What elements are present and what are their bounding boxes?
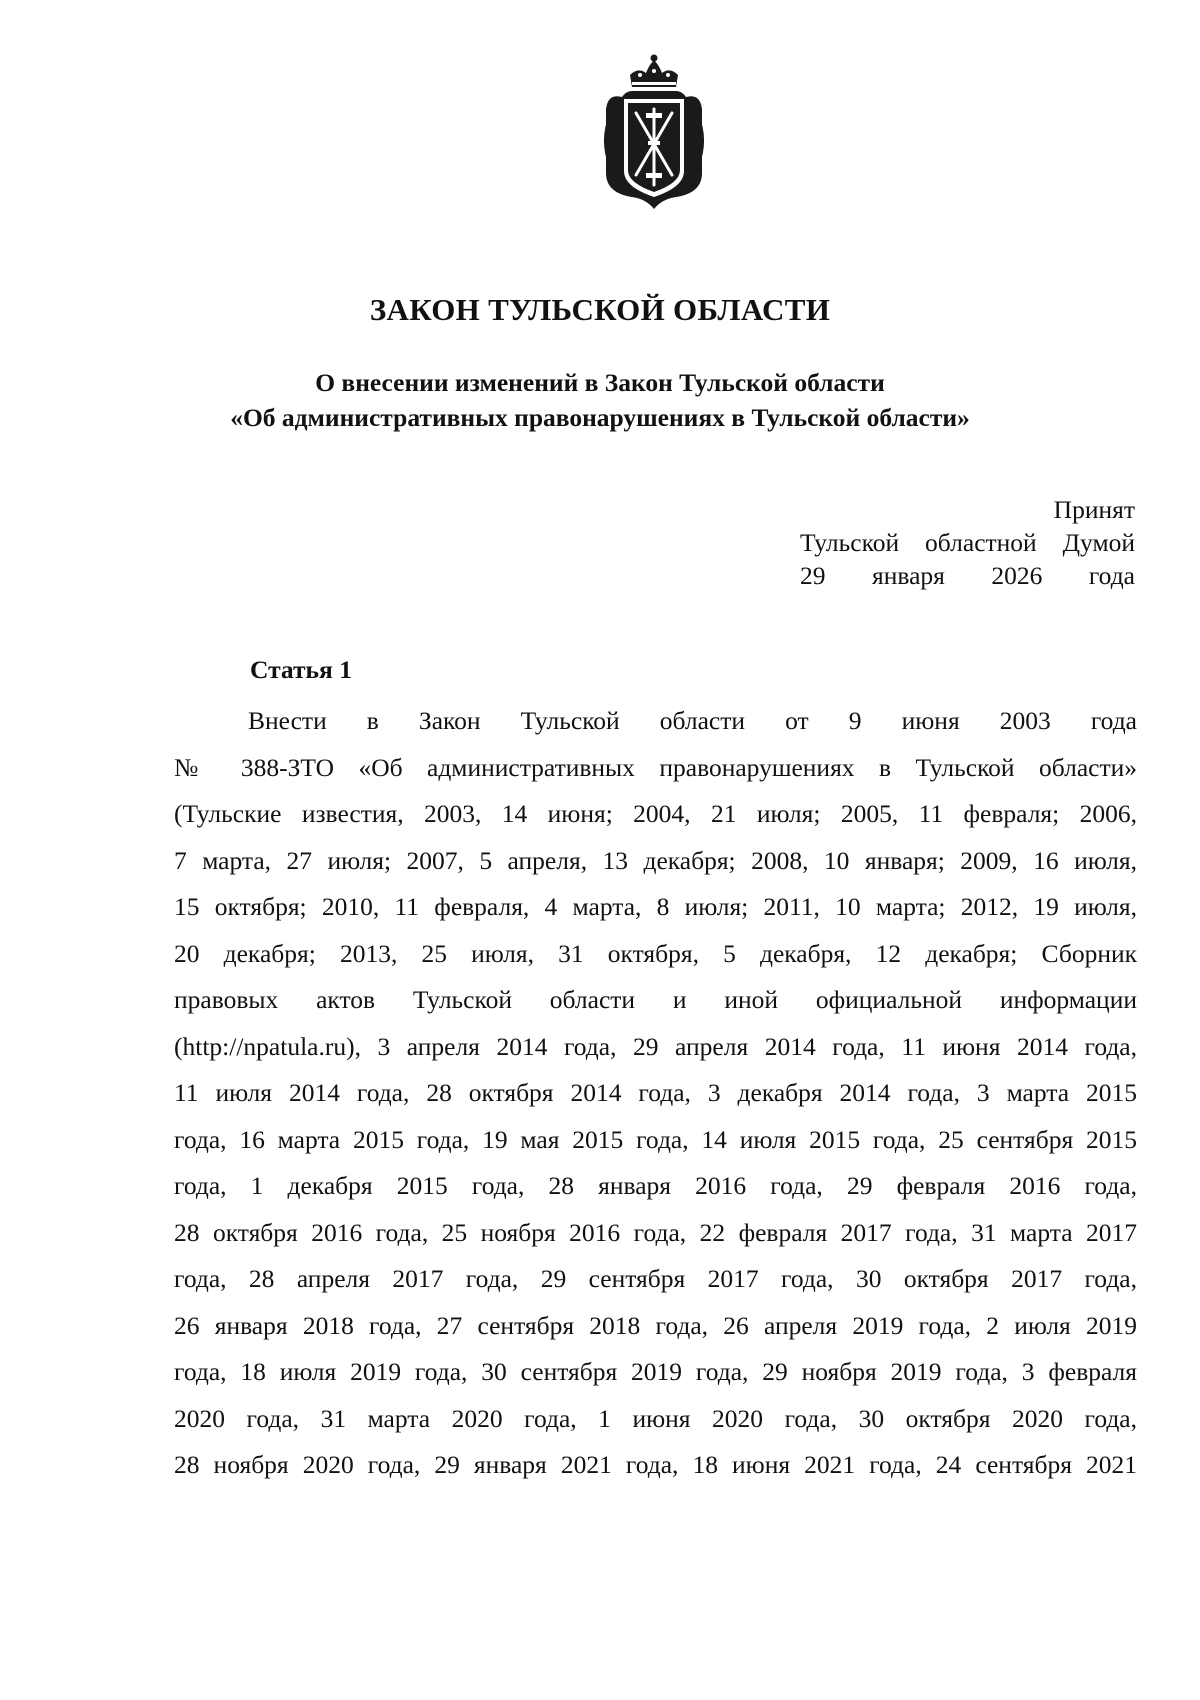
body-line: (http://npatula.ru), 3 апреля 2014 года, 29 апреля 2014 года, 11 июня 2014 года, (174, 1031, 1137, 1061)
body-line: 28 октября 2016 года, 25 ноября 2016 года, 22 февраля 2017 года, 31 марта 2017 (174, 1217, 1137, 1247)
body-line: 7 марта, 27 июля; 2007, 5 апреля, 13 декабря; 2008, 10 января; 2009, 16 июля, (174, 845, 1137, 875)
body-line: (Тульские известия, 2003, 14 июня; 2004, 21 июля; 2005, 11 февраля; 2006, (174, 799, 1137, 828)
adopted-by: Тульской областной Думой (800, 528, 1135, 557)
adopted-label: Принят (1053, 495, 1135, 524)
body-line: года, 16 марта 2015 года, 19 мая 2015 года, 14 июля 2015 года, 25 сентября 2015 (174, 1124, 1137, 1154)
body-line: правовых актов Тульской области и иной официальной информации (174, 985, 1137, 1014)
body-line: № 388-ЗТО «Об административных правонарушениях в Тульской области» (174, 752, 1137, 782)
body-line: года, 1 декабря 2015 года, 28 января 2016 года, 29 февраля 2016 года, (174, 1171, 1137, 1200)
body-line: года, 18 июля 2019 года, 30 сентября 2019 года, 29 ноября 2019 года, 3 февраля (174, 1357, 1137, 1386)
crown-icon (630, 55, 678, 88)
body-line: Внести в Закон Тульской области от 9 июня 2003 года (248, 706, 1137, 735)
law-subtitle-line-1: О внесении изменений в Закон Тульской области (315, 368, 885, 397)
body-line: 20 декабря; 2013, 25 июля, 31 октября, 5 декабря, 12 декабря; Сборник (174, 938, 1137, 968)
coat-of-arms-emblem (602, 53, 706, 213)
body-line: 11 июля 2014 года, 28 октября 2014 года, 3 декабря 2014 года, 3 марта 2015 (174, 1078, 1137, 1107)
body-line: 15 октября; 2010, 11 февраля, 4 марта, 8 июля; 2011, 10 марта; 2012, 19 июля, (174, 892, 1137, 921)
article-body (174, 698, 1137, 1489)
law-title: ЗАКОН ТУЛЬСКОЙ ОБЛАСТИ (369, 292, 831, 327)
law-subtitle-line-2: «Об административных правонарушениях в Тульской области» (230, 403, 970, 432)
body-line: года, 28 апреля 2017 года, 29 сентября 2017 года, 30 октября 2017 года, (174, 1264, 1137, 1293)
body-line: 28 ноября 2020 года, 29 января 2021 года, 18 июня 2021 года, 24 сентября 2021 (174, 1450, 1137, 1479)
body-line: 26 января 2018 года, 27 сентября 2018 года, 26 апреля 2019 года, 2 июля 2019 (174, 1310, 1137, 1340)
adoption-block (800, 493, 1135, 592)
adoption-date: 29 января 2026 года (800, 561, 1135, 590)
article-heading: Статья 1 (250, 655, 352, 684)
body-line: 2020 года, 31 марта 2020 года, 1 июня 2020 года, 30 октября 2020 года, (174, 1403, 1137, 1433)
